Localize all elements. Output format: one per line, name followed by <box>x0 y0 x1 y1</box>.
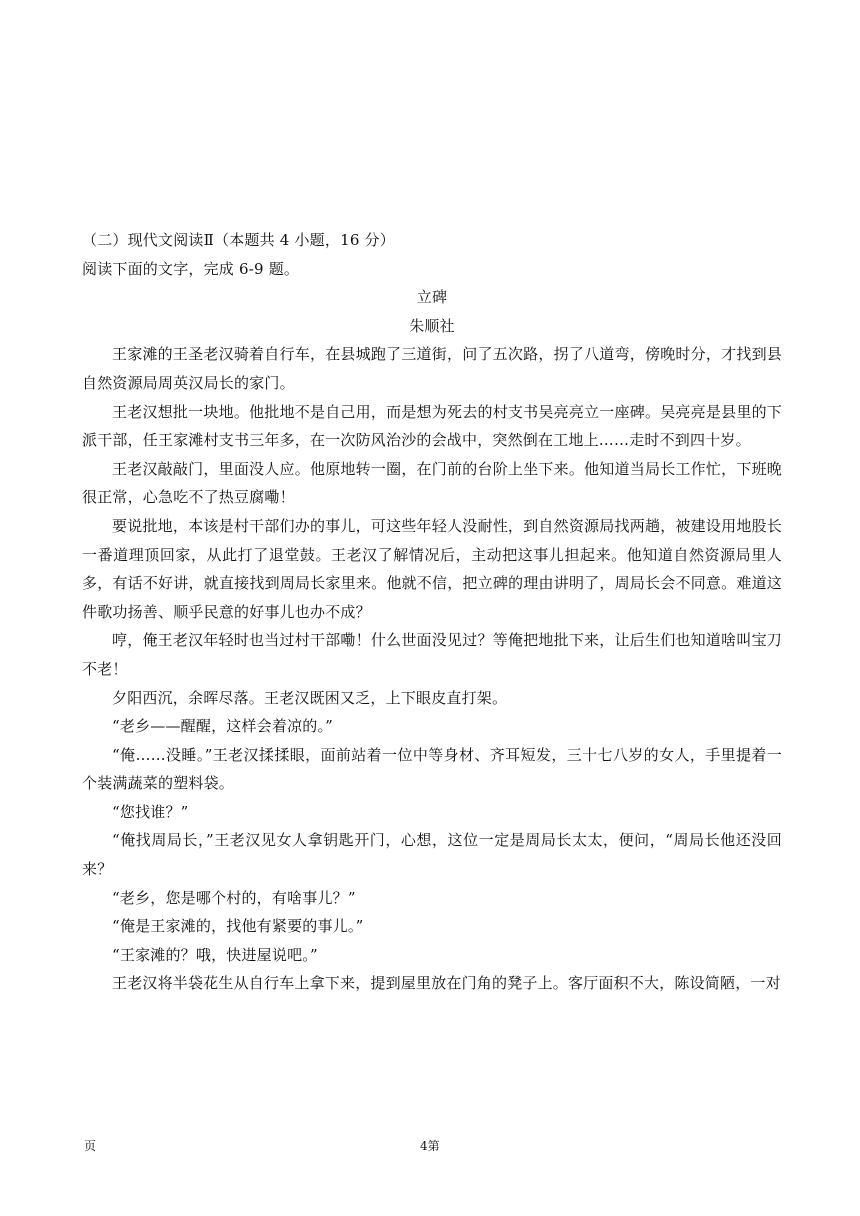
paragraph: “俺是王家滩的，找他有紧要的事儿。” <box>112 917 364 936</box>
paragraph: “您找谁？” <box>112 802 189 821</box>
footer-page-label: 页 <box>84 1139 97 1153</box>
paragraph: “俺……没睡。”王老汉揉揉眼，面前站着一位中等身材、齐耳短发，三十七八岁的女人，手里提着一个装满蔬菜的塑料袋。 <box>82 745 782 793</box>
paragraph: “老乡——醒醒，这样会着凉的。” <box>112 717 334 736</box>
article-title: 立碑 <box>416 288 448 307</box>
paragraph: 哼，俺王老汉年轻时也当过村干部嘞！什么世面没见过？等俺把地批下来，让后生们也知道啥叫宝刀不老！ <box>82 631 782 678</box>
paragraph: 王老汉想批一块地。他批地不是自己用，而是想为死去的村支书吴亮亮立一座碑。吴亮亮是县里的下派干部，任王家滩村支书三年多，在一次防风治沙的会战中，突然倒在工地上……走时不到四十岁。 <box>82 402 782 450</box>
paragraph: 王家滩的王圣老汉骑着自行车，在县城跑了三道街，问了五次路，拐了八道弯，傍晚时分，才找到县自然资源局周英汉局长的家门。 <box>82 345 782 392</box>
article-author: 朱顺社 <box>409 316 455 335</box>
footer-page-number: 4第 <box>420 1139 440 1153</box>
paragraph: 王老汉敲敲门，里面没人应。他原地转一圈，在门前的台阶上坐下来。他知道当局长工作忙，下班晚很正常，心急吃不了热豆腐嘞！ <box>82 459 782 507</box>
instruction-text: 阅读下面的文字，完成 6-9 题。 <box>82 259 300 278</box>
paragraph: 王老汉将半袋花生从自行车上拿下来，提到屋里放在门角的凳子上。客厅面积不大，陈设简陋，一对 <box>112 974 781 993</box>
section-header: （二）现代文阅读Ⅱ（本题共 4 小题，16 分） <box>82 231 395 249</box>
paragraph: 要说批地，本该是村干部们办的事儿，可这些年轻人没耐性，到自然资源局找两趟，被建设用地股长一番道理顶回家，从此打了退堂鼓。王老汉了解情况后，主动把这事儿担起来。他知道自然资源局里人多，有话不好讲，就直接找到周局长家里来。他就不信，把立碑的理由讲明了，周局长会不同意。难道这件歌功扬善、顺乎民意的好事儿也办不成？ <box>82 516 782 621</box>
paragraph: “王家滩的？哦，快进屋说吧。” <box>112 945 318 964</box>
reading-section <box>82 226 782 998</box>
paragraph: 夕阳西沉，余晖尽落。王老汉既困又乏，上下眼皮直打架。 <box>112 688 508 707</box>
paragraph: “老乡，您是哪个村的，有啥事儿？” <box>112 888 356 907</box>
paragraph: “俺找周局长，”王老汉见女人拿钥匙开门，心想，这位一定是周局长太太，便问，“周局长他还没回来？ <box>82 831 782 879</box>
